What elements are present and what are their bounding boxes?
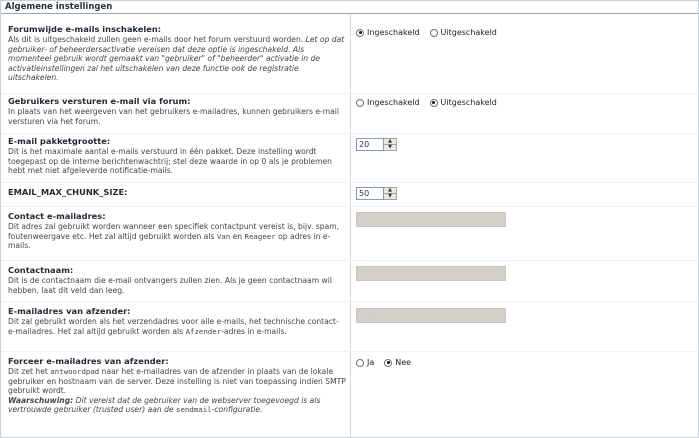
field-value: . [373,215,375,222]
radio-option-no[interactable] [384,358,411,367]
row-separator [1,93,698,94]
radio-option-disabled[interactable] [430,98,497,107]
setting-label-block [8,187,346,198]
spin-up-icon[interactable]: ▲ [384,139,396,144]
setting-label: Forceer e-mailadres van afzender: [8,356,169,366]
radio-option-yes[interactable] [356,358,374,367]
setting-description: Dit is het maximale aantal e-mails verstuurd in één pakket. Deze instelling wordt toegepast op de interne berichtenwachtrij; stel deze waarde in op 0 als je problemen hebt met niet afgeleverde notificatie-mails. [8,147,332,176]
setting-description [8,367,346,415]
radio-group-users-via-forum [356,98,507,107]
setting-label-block [8,357,346,415]
chunk-size-stepper[interactable] [356,187,397,200]
setting-label-block [8,137,346,176]
setting-row-contact-name [1,265,698,295]
chunk-size-input[interactable]: 50 [356,187,384,200]
radio-button[interactable] [356,359,364,367]
radio-group-board-email [356,28,507,37]
desc-note: Let op dat gebruiker- of beheerdersactivatie vereisen dat deze optie is ingeschakeld. Als momenteel gebruik wordt gemaakt van "gebruiker" of "beheerder" activatie in de activatieinstellingen zal het uitschakelen van deze functie ook de registratie uitschakelen. [8,35,345,83]
radio-button[interactable] [356,99,364,107]
desc-text: Dit adres zal gebruikt worden wanneer een specifiek contactpunt vereist is, bijv. spam, foutenweergave etc. Het zal altijd gebruikt worden als [8,222,340,241]
setting-description [8,317,346,336]
desc-code: Van [216,231,231,241]
setting-label-block [8,212,346,251]
setting-row-contact-email [1,211,698,251]
setting-label-block [8,97,346,126]
row-separator [1,351,698,352]
setting-description: In plaats van het weergeven van het gebruikers e-mailadres, kunnen gebruikers e-mail versturen via het forum. [8,107,340,126]
warning-label: Waarschuwing: [8,395,74,405]
setting-description [8,35,346,83]
row-separator [1,260,698,261]
setting-label: E-mailadres van afzender: [8,306,131,316]
setting-label: Forumwijde e-mails inschakelen: [8,24,162,34]
radio-button[interactable] [430,29,438,37]
setting-label-block [8,25,346,83]
spin-buttons [384,187,397,200]
spin-buttons [384,138,397,151]
radio-label: Ingeschakeld [367,28,420,37]
panel-header [1,1,698,13]
radio-option-disabled[interactable] [430,28,497,37]
desc-code: Afzender [185,326,222,336]
spin-down-icon[interactable]: ▼ [384,193,396,199]
spin-up-icon[interactable]: ▲ [384,188,396,193]
desc-code: Reageer [244,231,276,241]
radio-button[interactable] [384,359,392,367]
sender-email-field[interactable] [356,308,506,323]
row-separator [1,182,698,183]
radio-option-enabled[interactable] [356,28,420,37]
radio-label: Ingeschakeld [367,98,420,107]
radio-button[interactable] [356,29,364,37]
setting-description [8,222,346,251]
contact-name-field[interactable] [356,266,506,281]
setting-label: Contact e-mailadres: [8,211,106,221]
row-separator [1,206,698,207]
spin-down-icon[interactable]: ▼ [384,144,396,150]
desc-text: en [232,231,243,241]
row-separator [1,133,698,134]
setting-label-block [8,307,346,336]
row-separator [1,301,698,302]
package-size-stepper[interactable] [356,138,397,151]
field-value: - . [373,311,379,318]
setting-label: EMAIL_MAX_CHUNK_SIZE: [8,187,128,197]
desc-text: Dit zal gebruikt worden als het verzendadres voor alle e-mails, het technische contact-e-mailadres. Het zal altijd gebruikt worden als [8,317,339,336]
setting-label-block [8,266,346,295]
desc-code: sendmail [176,405,212,415]
desc-text: naar het e-mailadres van de afzender in plaats van de lokale gebruiker en hostnaam van de server. Deze instelling is niet van toepassing indien SMTP gebruikt wordt. [8,367,346,396]
setting-label: Gebruikers versturen e-mail via forum: [8,96,191,106]
radio-label: Uitgeschakeld [440,98,497,107]
radio-button[interactable] [430,99,438,107]
radio-group-force-from [356,358,421,367]
radio-option-enabled[interactable] [356,98,420,107]
panel-title: Algemene instellingen [5,2,113,12]
setting-description: Dit is de contactnaam die e-mail ontvangers zullen zien. Als je geen contactnaam wil hebben, laat dit veld dan leeg. [8,276,332,295]
desc-text: -adres in e-mails. [221,326,287,336]
radio-label: Nee [395,358,412,367]
desc-text: op adres in e-mails. [8,231,331,251]
desc-text: Als dit is uitgeschakeld zullen geen e-mails door het forum verstuurd worden. [8,35,304,44]
setting-label: E-mail pakketgrootte: [8,136,111,146]
warning-text: -configuratie. [211,405,263,415]
package-size-input[interactable]: 20 [356,138,384,151]
contact-email-field[interactable] [356,212,506,227]
radio-label: Uitgeschakeld [440,28,497,37]
setting-row-board-email-sender [1,306,698,336]
desc-code: antwoordpad [50,367,100,376]
warning-text: Dit vereist dat de gebruiker van de webserver toegevoegd is als vertrouwde gebruiker (trusted user) aan de [8,395,321,415]
desc-text: Dit zet het [8,367,48,376]
radio-label: Ja [367,358,375,367]
setting-label: Contactnaam: [8,265,74,275]
